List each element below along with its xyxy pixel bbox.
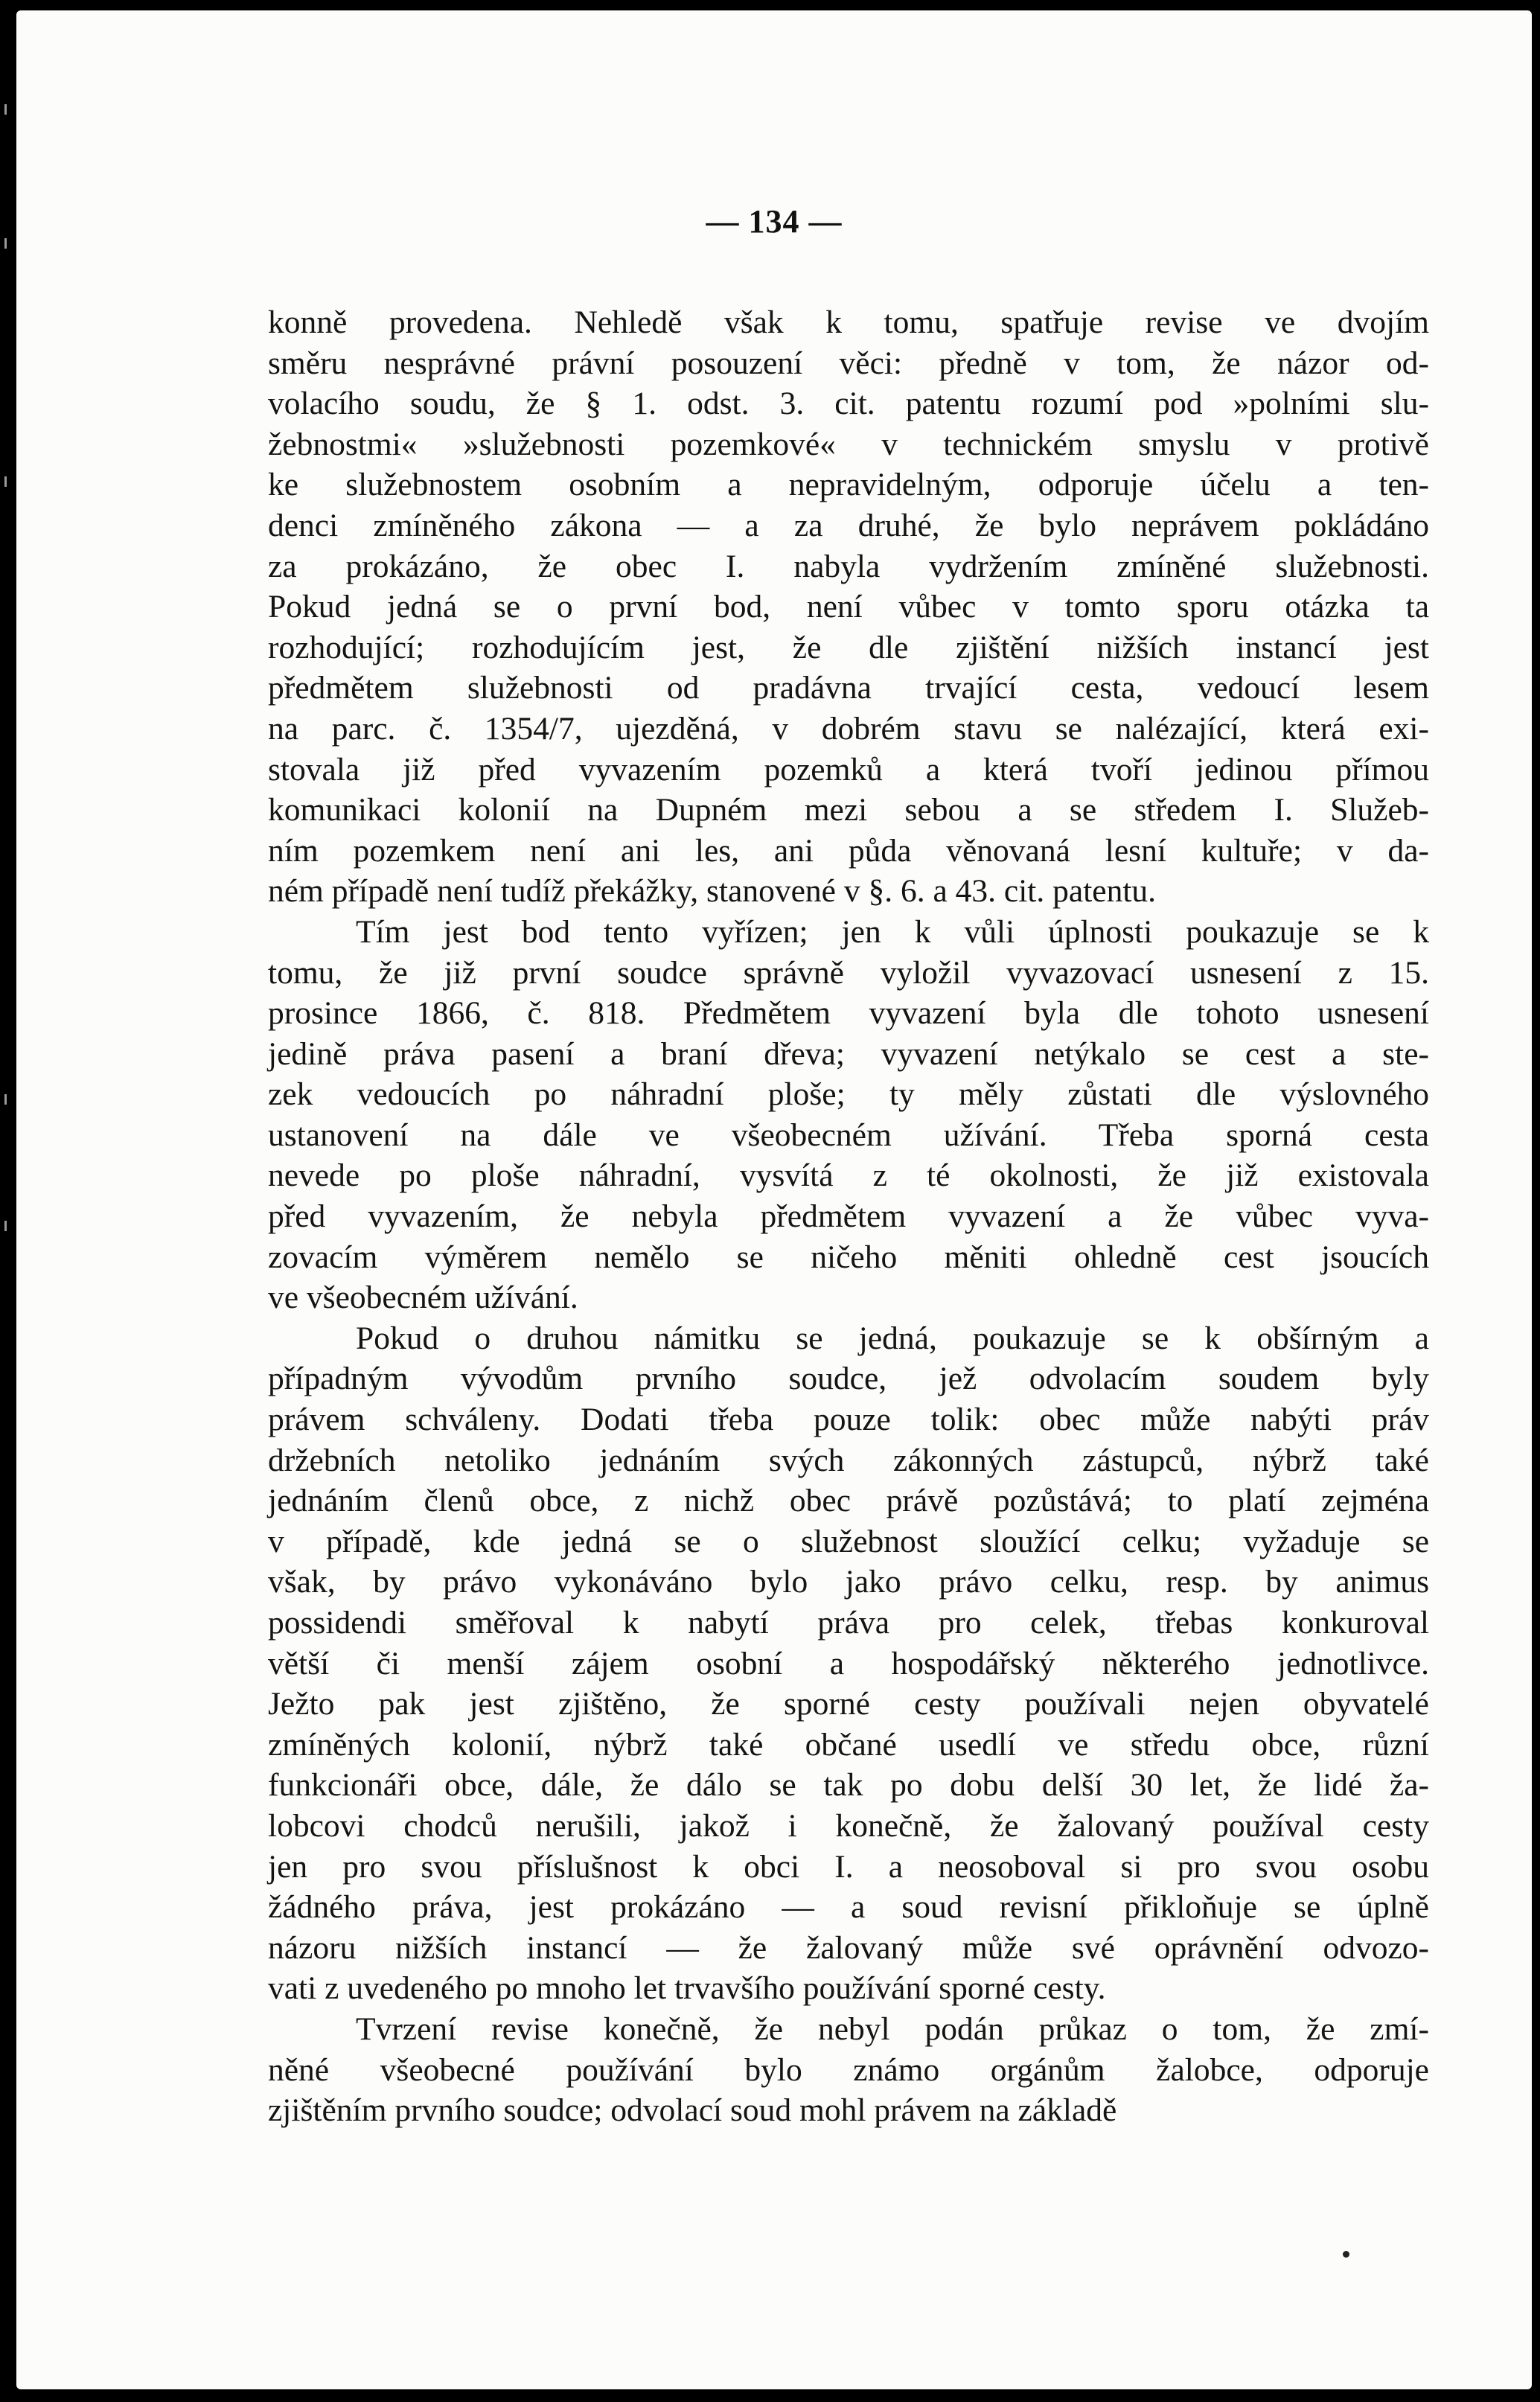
paragraph: [268, 302, 1429, 912]
text-line: ním pozemkem není ani les, ani půda věnovaná lesní kultuře; v da-: [268, 832, 1429, 869]
paragraph: [268, 1318, 1429, 2009]
text-line: zjištěním prvního soudce; odvolací soud mohl právem na základě: [268, 2092, 1117, 2129]
text-line: žádného práva, jest prokázáno — a soud revisní přikloňuje se úplně: [268, 1889, 1429, 1926]
text-line: větší či menší zájem osobní a hospodářský některého jednotlivce.: [268, 1645, 1429, 1681]
paragraph: [268, 912, 1429, 1318]
book-page: [16, 10, 1532, 2389]
text-line: jednáním členů obce, z nichž obec právě pozůstává; to platí zejména: [268, 1483, 1429, 1519]
text-line: na parc. č. 1354/7, ujezděná, v dobrém stavu se nalézající, která exi-: [268, 710, 1429, 747]
body-text: [268, 302, 1429, 2131]
text-line: lobcovi chodců nerušili, jakož i konečně, že žalovaný používal cesty: [268, 1807, 1429, 1844]
text-line: žebnostmi« »služebnosti pozemkové« v technickém smyslu v protivě: [268, 426, 1429, 462]
text-line: právem schváleny. Dodati třeba pouze tolik: obec může nabýti práv: [268, 1402, 1429, 1438]
edge-mark: [4, 104, 7, 115]
text-line: nevede po ploše náhradní, vysvítá z té okolnosti, že již existovala: [268, 1157, 1429, 1194]
edge-mark: [4, 1094, 7, 1105]
text-line: jedině práva pasení a braní dřeva; vyvazení netýkalo se cest a ste-: [268, 1035, 1429, 1072]
text-line: jen pro svou příslušnost k obci I. a neosoboval si pro svou osobu: [268, 1848, 1429, 1885]
text-line: vati z uvedeného po mnoho let trvavšího používání sporné cesty.: [268, 1970, 1106, 2007]
text-line: ve všeobecném užívání.: [268, 1280, 578, 1316]
text-line: denci zmíněného zákona — a za druhé, že bylo neprávem pokládáno: [268, 507, 1429, 543]
text-line: zmíněných kolonií, nýbrž také občané usedlí ve středu obce, různí: [268, 1726, 1429, 1763]
text-line: volacího soudu, že § 1. odst. 3. cit. patentu rozumí pod »polními slu-: [268, 386, 1429, 422]
text-line: Pokud o druhou námitku se jedná, poukazuje se k obšírným a: [356, 1320, 1429, 1356]
edge-mark: [4, 476, 7, 487]
text-line: však, by právo vykonáváno bylo jako právo celku, resp. by animus: [268, 1564, 1429, 1600]
text-line: tomu, že již první soudce správně vyložil vyvazovací usnesení z 15.: [268, 954, 1429, 991]
text-line: Pokud jedná se o první bod, není vůbec v tomto sporu otázka ta: [268, 589, 1429, 625]
text-line: směru nesprávné právní posouzení věci: předně v tom, že názor od-: [268, 345, 1429, 381]
text-line: prosince 1866, č. 818. Předmětem vyvazení byla dle tohoto usnesení: [268, 995, 1429, 1032]
text-line: possidendi směřoval k nabytí práva pro celek, třebas konkuroval: [268, 1605, 1429, 1641]
paragraph: [268, 2009, 1429, 2131]
text-line: ke služebnostem osobním a nepravidelným, odporuje účelu a ten-: [268, 467, 1429, 503]
text-line: něné všeobecné používání bylo známo orgánům žalobce, odporuje: [268, 2051, 1429, 2088]
text-line: předmětem služebnosti od pradávna trvající cesta, vedoucí lesem: [268, 670, 1429, 706]
text-line: v případě, kde jedná se o služebnost sloužící celku; vyžaduje se: [268, 1523, 1429, 1559]
text-line: Tím jest bod tento vyřízen; jen k vůli úplnosti poukazuje se k: [356, 913, 1429, 950]
text-line: za prokázáno, že obec I. nabyla vydržením zmíněné služebnosti.: [268, 548, 1429, 584]
text-line: komunikaci kolonií na Dupném mezi sebou a se středem I. Služeb-: [268, 792, 1429, 828]
text-line: názoru nižších instancí — že žalovaný může své oprávnění odvozo-: [268, 1929, 1429, 1966]
edge-mark: [4, 238, 7, 249]
page-number: — 134 —: [706, 203, 843, 240]
text-line: funkcionáři obce, dále, že dálo se tak po dobu delší 30 let, že lidé ža-: [268, 1767, 1429, 1804]
text-line: Ježto pak jest zjištěno, že sporné cesty používali nejen obyvatelé: [268, 1686, 1429, 1722]
text-line: ustanovení na dále ve všeobecném užívání. Třeba sporná cesta: [268, 1117, 1429, 1153]
text-line: zovacím výměrem nemělo se ničeho měniti ohledně cest jsoucích: [268, 1239, 1429, 1275]
edge-mark: [4, 1221, 7, 1231]
text-line: držebních netoliko jednáním svých zákonných zástupců, nýbrž také: [268, 1442, 1429, 1478]
text-line: zek vedoucích po náhradní ploše; ty měly zůstati dle výslovného: [268, 1076, 1429, 1113]
ink-speck: [1343, 2251, 1349, 2258]
text-line: stovala již před vyvazením pozemků a která tvoří jedinou přímou: [268, 751, 1429, 788]
text-line: Tvrzení revise konečně, že nebyl podán průkaz o tom, že zmí-: [356, 2010, 1429, 2047]
text-line: konně provedena. Nehledě však k tomu, spatřuje revise ve dvojím: [268, 304, 1429, 340]
text-line: před vyvazením, že nebyla předmětem vyvazení a že vůbec vyva-: [268, 1198, 1429, 1235]
text-line: ném případě není tudíž překážky, stanovené v §. 6. a 43. cit. patentu.: [268, 873, 1157, 910]
text-line: rozhodující; rozhodujícím jest, že dle zjištění nižších instancí jest: [268, 629, 1429, 665]
text-line: případným vývodům prvního soudce, jež odvolacím soudem byly: [268, 1361, 1429, 1397]
